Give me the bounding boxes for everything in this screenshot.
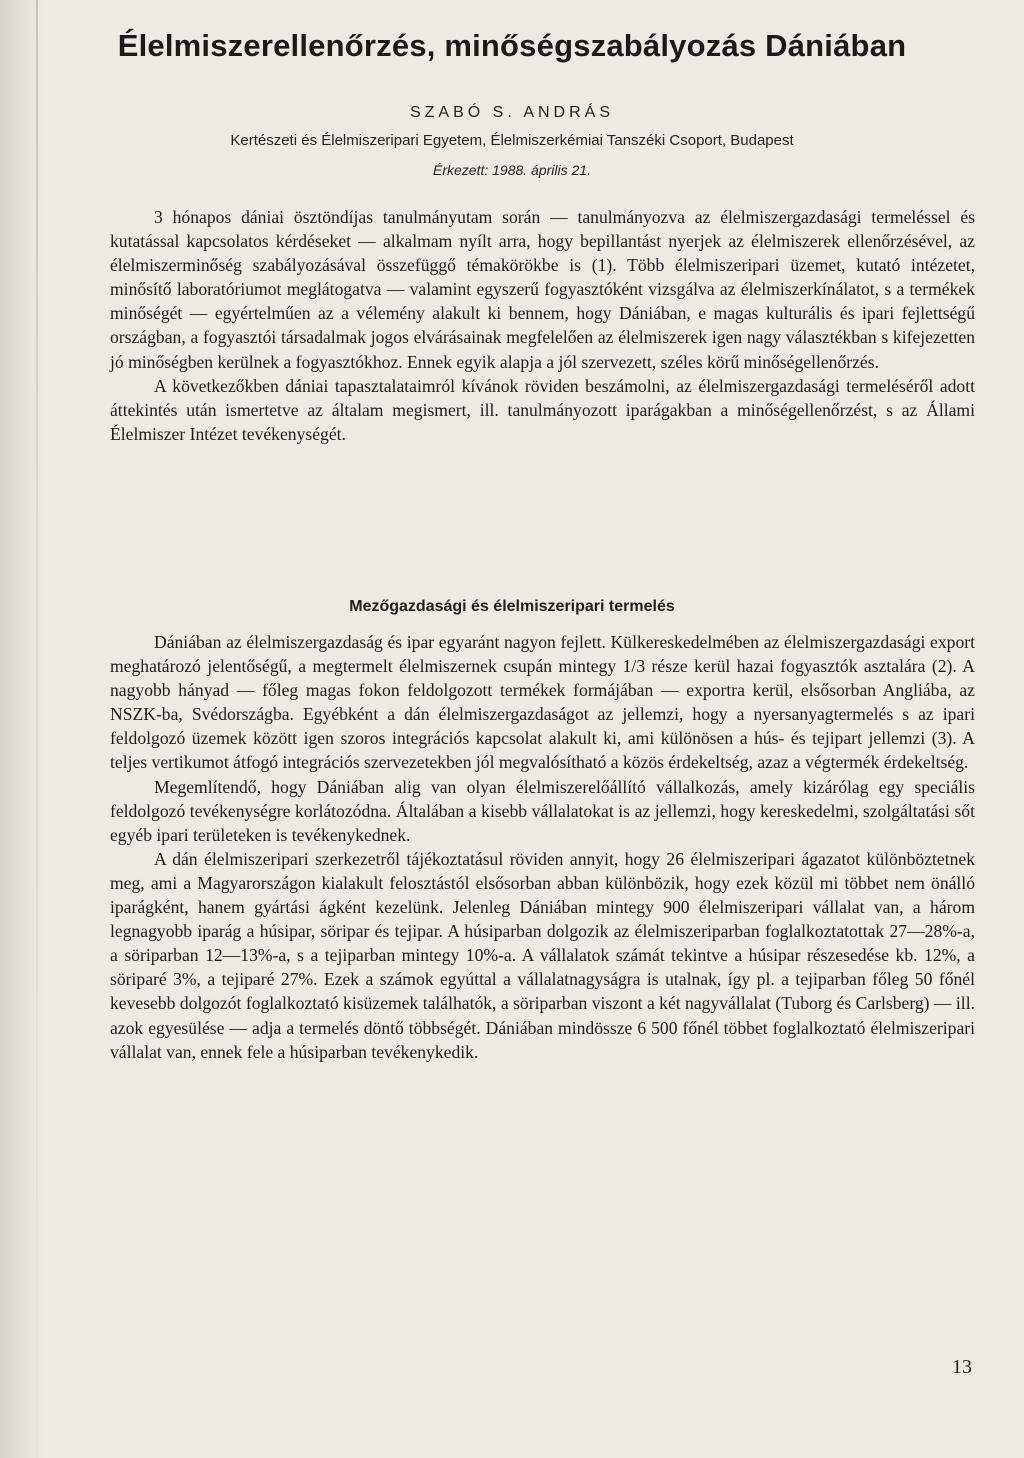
section-heading: Mezőgazdasági és élelmiszeripari termelés: [349, 598, 675, 615]
received-date: Érkezett: 1988. április 21.: [433, 162, 591, 178]
intro-paragraph: 3 hónapos dániai ösztöndíjas tanulmányutam során — tanulmányozva az élelmiszergazdasági termeléssel és kutatással kapcsolatos kérdéseket — alkalmam nyílt arra, hogy bepillantást nyerjek az élelmiszerek ellenőrzésével, az élelmiszerminőség szabályozásával összefüggő témakörökbe is (1). Több élelmiszeripari üzemet, kutató intézetet, minősítő laboratóriumot meglátogatva — valamint egyszerű fogyasztóként vizsgálva az élelmiszerkínálatot, s a termékek minőségét — egyértelműen az a vélemény alakult ki bennem, hogy Dániában, e magas kulturális és ipari fejlettségű országban, a fogyasztói társadalmak jogos elvárásainak megfelelően az élelmiszerek igen nagy választékban s kifejezetten jó minőségben kerülnek a fogyasztókhoz. Ennek egyik alapja a jól szervezett, széles körű minőségellenőrzés.: [110, 207, 975, 372]
section-text: [110, 630, 975, 1064]
page-number: 13: [952, 1356, 972, 1378]
author-name: SZABÓ S. ANDRÁS: [409, 104, 615, 121]
section-paragraph: A dán élelmiszeripari szerkezetről tájékoztatásul röviden annyit, hogy 26 élelmiszeripari ágazatot különböztetnek meg, ami a Magyarországon kialakult felosztástól elsősorban abban különbözik, hogy ezek közül mi többet nem önálló iparágként, hanem gyártási ágként kezelünk. Jelenleg Dániában mintegy 900 élelmiszeripari vállalat van, a három legnagyobb iparág a húsipar, söripar és tejipar. A húsiparban dolgozik az élelmiszeriparban foglalkoztatottak 27—28%-a, a söriparban 12—13%-a, s a tejiparban mintegy 10%-a. A vállalatok számát tekintve a húsipar részesedése kb. 12%, a söriparé 3%, a tejiparé 27%. Ezek a számok egyúttal a vállalatnagyságra is utalnak, így pl. a tejiparban főleg 50 főnél kevesebb dolgozót foglalkoztató kisüzemek találhatók, a söriparban viszont a két nagyvállalat (Tuborg és Carlsberg) — ill. azok egyesülése — adja a termelés döntő többségét. Dániában mindössze 6 500 főnél többet foglalkoztató élelmiszeripari vállalat van, ennek fele a húsiparban tevékenykedik.: [110, 848, 975, 1062]
intro-paragraph: A következőkben dániai tapasztalataimról kívánok röviden beszámolni, az élelmiszergazdasági termeléséről adott áttekintés után ismertetve az általam megismert, ill. tanulmányozott iparágakban a minőségellenőrzést, s az Állami Élelmiszer Intézet tevékenységét.: [110, 375, 975, 444]
page-binding-edge: [36, 0, 38, 1458]
intro-text: [110, 205, 975, 446]
author-affiliation: Kertészeti és Élelmiszeripari Egyetem, Élelmiszerkémiai Tanszéki Csoport, Budapest: [230, 132, 794, 149]
section-paragraph: Megemlítendő, hogy Dániában alig van olyan élelmiszerelőállító vállalkozás, amely kizárólag egy speciális feldolgozó tevékenységre korlátozódna. Általában a kisebb vállalatokat is az jellemzi, hogy kereskedelmi, szolgáltatási sőt egyéb ipari területeken is tevékenykednek.: [110, 776, 975, 845]
article-title: Élelmiszerellenőrzés, minőségszabályozás Dániában: [117, 28, 907, 63]
section-paragraph: Dániában az élelmiszergazdaság és ipar egyaránt nagyon fejlett. Külkereskedelmében az élelmiszergazdasági export meghatározó jelentőségű, a megtermelt élelmiszernek csupán mintegy 1/3 része kerül hazai fogyasztók asztalára (2). A nagyobb hányad — főleg magas fokon feldolgozott termékek formájában — exportra kerül, elsősorban Angliába, az NSZK-ba, Svédországba. Egyébként a dán élelmiszergazdaságot az jellemzi, hogy a nyersanyagtermelés s az ipari feldolgozó üzemek között igen szoros integrációs kapcsolat alakult ki, ami különösen a hús- és tejipart jellemzi (3). A teljes vertikumot átfogó integrációs szervezetekben jól megvalósítható a közös érdekeltség, azaz a végtermék érdekeltség.: [110, 632, 975, 773]
